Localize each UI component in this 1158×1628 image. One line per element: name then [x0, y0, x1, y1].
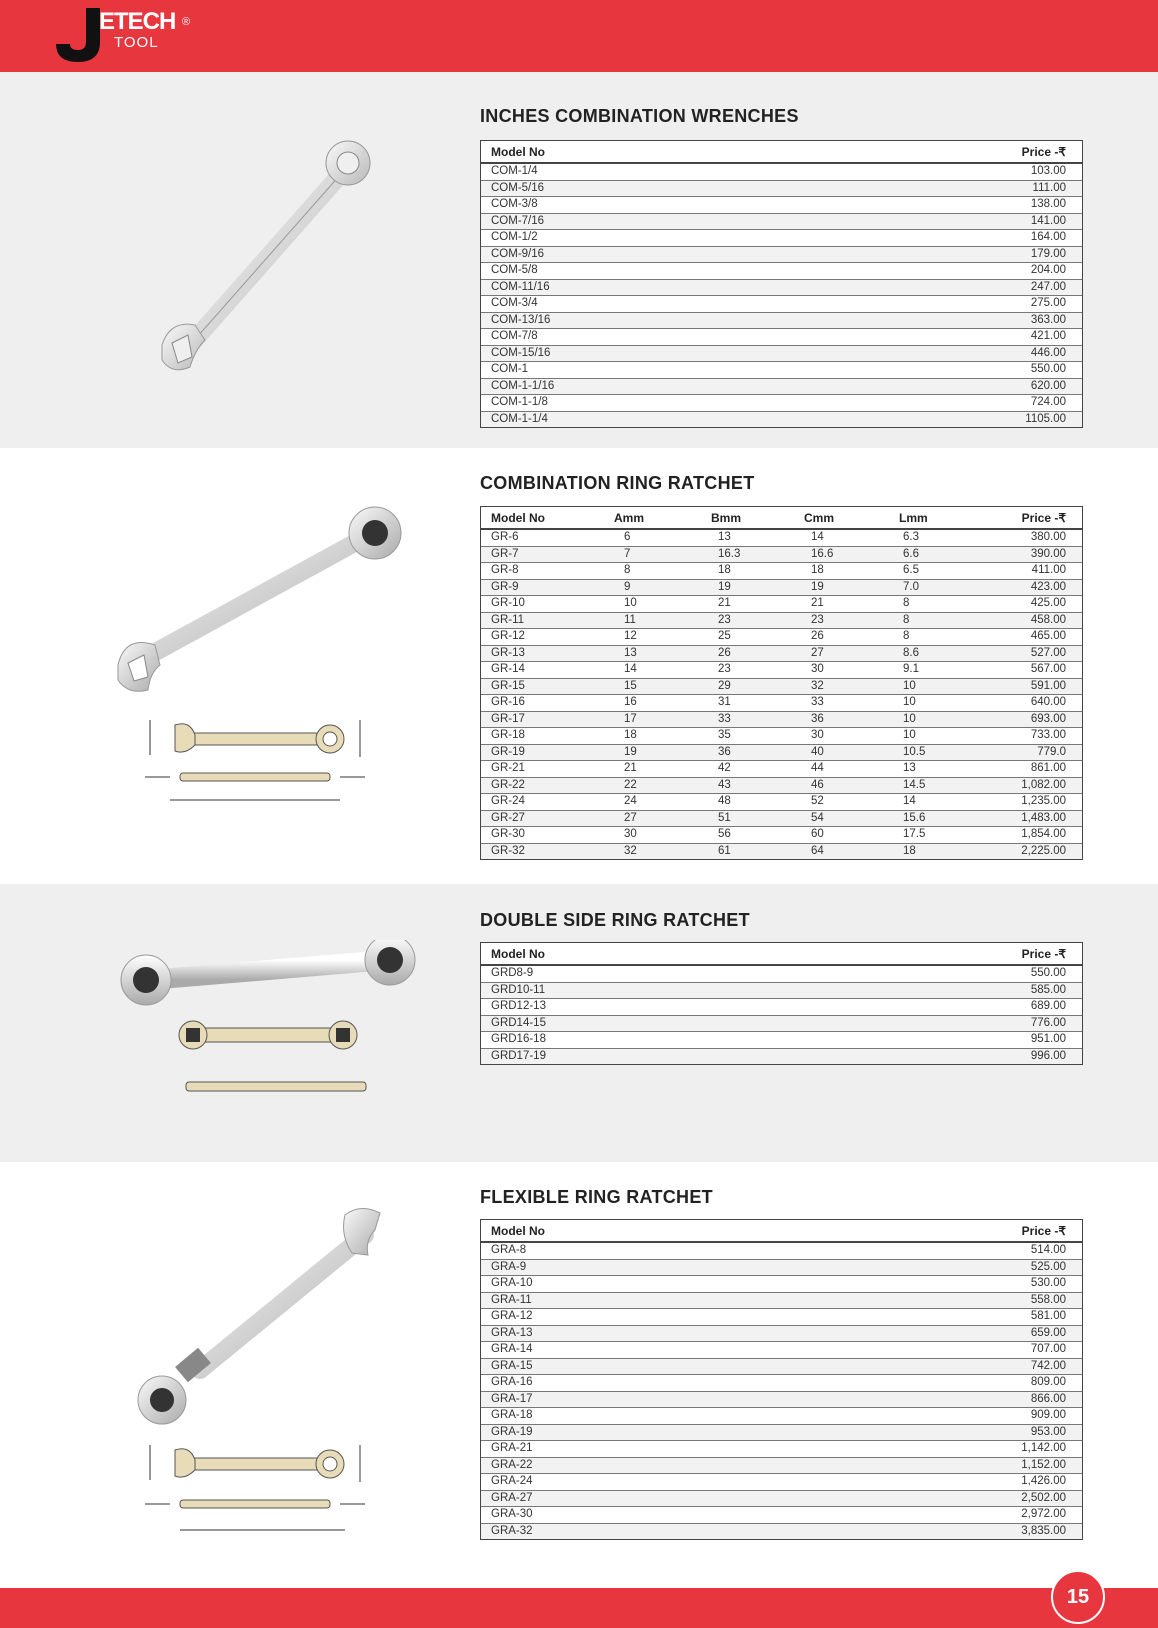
cell-model: GR-24 — [491, 795, 525, 807]
table-row — [481, 580, 1082, 597]
cell-model: GRD17-19 — [491, 1049, 546, 1062]
cell-a: 16 — [624, 696, 637, 708]
cell-model: GR-17 — [491, 712, 525, 725]
cell-model: COM-1-1/8 — [491, 396, 548, 408]
combination-wrench-image — [150, 135, 380, 380]
cell-l: 8.6 — [903, 646, 919, 659]
cell-model: GRA-18 — [491, 1409, 533, 1421]
cell-a: 32 — [624, 844, 637, 857]
table-row — [481, 247, 1082, 264]
cell-c: 32 — [811, 679, 824, 692]
table-row — [481, 1507, 1082, 1524]
cell-model: GRA-12 — [491, 1310, 533, 1322]
table-row — [481, 1441, 1082, 1458]
cell-b: 13 — [718, 531, 731, 543]
cell-a: 12 — [624, 630, 637, 642]
cell-model: GRA-21 — [491, 1442, 533, 1454]
cell-model: COM-3/8 — [491, 198, 538, 210]
cell-price: 866.00 — [1030, 1392, 1066, 1405]
table-row — [481, 679, 1082, 696]
cell-model: GR-12 — [491, 630, 525, 642]
cell-price: 465.00 — [1030, 630, 1066, 642]
cell-c: 18 — [811, 564, 824, 576]
cell-b: 51 — [718, 811, 731, 824]
cell-l: 7.0 — [903, 580, 919, 593]
table-row — [481, 164, 1082, 181]
cell-b: 23 — [718, 613, 731, 626]
cell-price: 458.00 — [1030, 613, 1066, 626]
cell-c: 44 — [811, 762, 824, 774]
cell-price: 164.00 — [1030, 231, 1066, 243]
header-a: Amm — [614, 511, 645, 525]
cell-price: 581.00 — [1030, 1310, 1066, 1322]
cell-b: 31 — [718, 696, 731, 708]
cell-l: 8 — [903, 613, 910, 626]
table-row — [481, 712, 1082, 729]
cell-a: 8 — [624, 564, 631, 576]
cell-model: COM-1-1/16 — [491, 379, 555, 392]
table-row — [481, 629, 1082, 646]
cell-a: 18 — [624, 729, 637, 741]
cell-price: 1,483.00 — [1021, 811, 1066, 824]
price-table-inches — [480, 140, 1083, 428]
cell-model: GR-11 — [491, 613, 525, 626]
table-row — [481, 778, 1082, 795]
header-l: Lmm — [899, 511, 928, 525]
cell-price: 103.00 — [1030, 165, 1066, 177]
cell-price: 421.00 — [1030, 330, 1066, 342]
cell-b: 56 — [718, 828, 731, 840]
cell-model: COM-1/2 — [491, 231, 538, 243]
cell-price: 247.00 — [1030, 280, 1066, 293]
table-row — [481, 1425, 1082, 1442]
cell-b: 61 — [718, 844, 731, 857]
cell-model: GRD8-9 — [491, 967, 534, 979]
cell-model: GRA-11 — [491, 1293, 532, 1306]
table-row — [481, 728, 1082, 745]
cell-c: 33 — [811, 696, 824, 708]
table-row — [481, 662, 1082, 679]
cell-model: GRA-19 — [491, 1425, 533, 1438]
cell-model: GR-10 — [491, 597, 525, 609]
section-title: DOUBLE SIDE RING RATCHET — [480, 910, 750, 930]
cell-a: 11 — [624, 613, 636, 626]
cell-c: 19 — [811, 580, 824, 593]
cell-a: 14 — [624, 663, 637, 675]
cell-b: 42 — [718, 762, 731, 774]
cell-l: 6.3 — [903, 531, 919, 543]
table-row — [481, 844, 1082, 860]
cell-a: 27 — [624, 811, 637, 824]
table-row — [481, 596, 1082, 613]
cell-model: COM-1 — [491, 363, 529, 375]
cell-b: 35 — [718, 729, 731, 741]
header-model: Model No — [491, 947, 545, 961]
table-row — [481, 761, 1082, 778]
brand-subtitle: TOOL — [114, 34, 159, 51]
cell-price: 2,225.00 — [1021, 844, 1066, 857]
cell-price: 2,972.00 — [1021, 1508, 1066, 1520]
cell-l: 10 — [903, 712, 916, 725]
table-row — [481, 745, 1082, 762]
cell-model: GR-30 — [491, 828, 525, 840]
cell-b: 19 — [718, 580, 731, 593]
registered-mark: ® — [182, 16, 191, 28]
cell-price: 525.00 — [1030, 1260, 1066, 1273]
table-row — [481, 827, 1082, 844]
table-row — [481, 547, 1082, 564]
cell-model: GR-15 — [491, 679, 525, 692]
table-row — [481, 1326, 1082, 1343]
cell-price: 550.00 — [1030, 363, 1066, 375]
cell-model: GRA-14 — [491, 1343, 533, 1355]
cell-price: 141.00 — [1030, 214, 1066, 227]
section-title: COMBINATION RING RATCHET — [480, 473, 755, 493]
cell-c: 26 — [811, 630, 824, 642]
table-row — [481, 412, 1082, 428]
cell-a: 13 — [624, 646, 637, 659]
table-row — [481, 346, 1082, 363]
cell-price: 809.00 — [1030, 1376, 1066, 1388]
footer-bar — [0, 1588, 1158, 1628]
cell-price: 138.00 — [1030, 198, 1066, 210]
cell-model: GRA-30 — [491, 1508, 533, 1520]
cell-price: 689.00 — [1030, 1000, 1066, 1012]
table-row — [481, 794, 1082, 811]
cell-price: 204.00 — [1030, 264, 1066, 276]
header-model: Model No — [491, 1224, 545, 1238]
table-row — [481, 230, 1082, 247]
cell-model: GR-7 — [491, 547, 519, 560]
cell-model: GR-16 — [491, 696, 525, 708]
cell-l: 13 — [903, 762, 916, 774]
table-row — [481, 1276, 1082, 1293]
cell-price: 951.00 — [1030, 1033, 1066, 1045]
table-row — [481, 563, 1082, 580]
table-row — [481, 1342, 1082, 1359]
header-b: Bmm — [711, 511, 742, 525]
cell-a: 10 — [624, 597, 637, 609]
cell-price: 640.00 — [1030, 696, 1066, 708]
cell-price: 3,835.00 — [1021, 1524, 1066, 1537]
cell-b: 36 — [718, 745, 731, 758]
cell-l: 10 — [903, 729, 916, 741]
table-row — [481, 1260, 1082, 1277]
cell-a: 21 — [624, 762, 637, 774]
table-row — [481, 1524, 1082, 1540]
cell-price: 446.00 — [1030, 346, 1066, 359]
cell-b: 48 — [718, 795, 731, 807]
ring-ratchet-image — [110, 505, 410, 705]
cell-b: 29 — [718, 679, 731, 692]
table-row — [481, 1016, 1082, 1033]
cell-price: 111.00 — [1032, 181, 1066, 194]
price-table-ring-ratchet — [480, 506, 1083, 860]
cell-model: GR-22 — [491, 778, 525, 791]
cell-a: 22 — [624, 778, 637, 791]
table-row — [481, 966, 1082, 983]
cell-model: GR-6 — [491, 531, 519, 543]
cell-price: 1105.00 — [1025, 412, 1066, 425]
cell-model: GR-19 — [491, 745, 525, 758]
cell-model: GRA-10 — [491, 1277, 533, 1289]
table-row — [481, 1309, 1082, 1326]
cell-price: 1,142.00 — [1021, 1442, 1066, 1454]
cell-l: 18 — [903, 844, 916, 857]
price-table-double-side — [480, 942, 1083, 1065]
header-price: Price -₹ — [1021, 947, 1066, 961]
table-row — [481, 362, 1082, 379]
cell-model: GRA-17 — [491, 1392, 533, 1405]
cell-model: GRA-32 — [491, 1524, 533, 1537]
table-row — [481, 1458, 1082, 1475]
cell-model: COM-1/4 — [491, 165, 538, 177]
cell-model: GRA-24 — [491, 1475, 533, 1487]
table-row — [481, 999, 1082, 1016]
cell-b: 18 — [718, 564, 731, 576]
cell-model: GRA-13 — [491, 1326, 533, 1339]
cell-price: 527.00 — [1030, 646, 1066, 659]
table-row — [481, 1474, 1082, 1491]
cell-l: 15.6 — [903, 811, 926, 824]
cell-price: 1,082.00 — [1021, 778, 1066, 791]
cell-a: 7 — [624, 547, 631, 560]
cell-model: COM-7/16 — [491, 214, 545, 227]
table-row — [481, 1032, 1082, 1049]
cell-price: 909.00 — [1030, 1409, 1066, 1421]
cell-model: GR-21 — [491, 762, 525, 774]
cell-model: GRA-16 — [491, 1376, 533, 1388]
cell-l: 17.5 — [903, 828, 926, 840]
cell-c: 21 — [811, 597, 824, 609]
cell-model: GRA-15 — [491, 1359, 533, 1372]
cell-l: 6.5 — [903, 564, 919, 576]
table-header — [481, 1220, 1082, 1243]
cell-price: 659.00 — [1030, 1326, 1066, 1339]
cell-c: 30 — [811, 729, 824, 741]
cell-model: GR-27 — [491, 811, 525, 824]
cell-b: 16.3 — [718, 547, 741, 560]
cell-price: 530.00 — [1030, 1277, 1066, 1289]
cell-l: 8 — [903, 630, 910, 642]
cell-l: 8 — [903, 597, 910, 609]
cell-c: 27 — [811, 646, 824, 659]
flexible-dimension-diagram — [135, 1440, 375, 1545]
section-title: FLEXIBLE RING RATCHET — [480, 1187, 713, 1207]
cell-model: COM-13/16 — [491, 313, 551, 326]
header-price: Price -₹ — [1021, 1224, 1066, 1238]
cell-model: GRD10-11 — [491, 983, 546, 996]
cell-l: 10.5 — [903, 745, 926, 758]
cell-price: 380.00 — [1030, 531, 1066, 543]
cell-price: 423.00 — [1030, 580, 1066, 593]
table-row — [481, 1392, 1082, 1409]
table-row — [481, 379, 1082, 396]
cell-price: 591.00 — [1030, 679, 1066, 692]
table-header — [481, 141, 1082, 164]
cell-a: 6 — [624, 531, 631, 543]
cell-l: 9.1 — [903, 663, 919, 675]
cell-model: GR-32 — [491, 844, 525, 857]
cell-price: 179.00 — [1030, 247, 1066, 260]
cell-price: 1,426.00 — [1021, 1475, 1066, 1487]
cell-b: 26 — [718, 646, 731, 659]
cell-model: COM-5/16 — [491, 181, 545, 194]
header-price: Price -₹ — [1021, 145, 1066, 159]
cell-model: COM-11/16 — [491, 280, 550, 293]
brand-logo — [52, 6, 202, 66]
cell-model: COM-1-1/4 — [491, 412, 548, 425]
cell-price: 514.00 — [1030, 1244, 1066, 1256]
cell-price: 1,152.00 — [1021, 1458, 1066, 1471]
flexible-ratchet-image — [130, 1205, 400, 1425]
cell-price: 390.00 — [1030, 547, 1066, 560]
cell-b: 21 — [718, 597, 731, 609]
cell-price: 1,854.00 — [1021, 828, 1066, 840]
cell-c: 40 — [811, 745, 824, 758]
cell-c: 64 — [811, 844, 824, 857]
cell-model: GRA-8 — [491, 1244, 527, 1256]
cell-a: 24 — [624, 795, 637, 807]
cell-c: 60 — [811, 828, 824, 840]
cell-price: 953.00 — [1030, 1425, 1066, 1438]
header-model: Model No — [491, 145, 545, 159]
cell-price: 996.00 — [1030, 1049, 1066, 1062]
cell-c: 16.6 — [811, 547, 834, 560]
table-row — [481, 613, 1082, 630]
table-row — [481, 530, 1082, 547]
cell-price: 693.00 — [1030, 712, 1066, 725]
header-model: Model No — [491, 511, 545, 525]
cell-c: 36 — [811, 712, 824, 725]
cell-price: 861.00 — [1030, 762, 1066, 774]
cell-price: 363.00 — [1030, 313, 1066, 326]
cell-model: GR-9 — [491, 580, 519, 593]
page-number: 15 — [1051, 1570, 1105, 1624]
table-row — [481, 1408, 1082, 1425]
cell-price: 620.00 — [1030, 379, 1066, 392]
table-row — [481, 395, 1082, 412]
table-header — [481, 943, 1082, 966]
cell-a: 15 — [624, 679, 637, 692]
cell-model: COM-15/16 — [491, 346, 551, 359]
table-row — [481, 1359, 1082, 1376]
table-row — [481, 263, 1082, 280]
header-c: Cmm — [804, 511, 835, 525]
double-ring-ratchet-image — [118, 940, 418, 1095]
cell-price: 742.00 — [1030, 1359, 1066, 1372]
cell-l: 10 — [903, 679, 916, 692]
table-row — [481, 329, 1082, 346]
cell-price: 724.00 — [1030, 396, 1066, 408]
cell-model: GRD12-13 — [491, 1000, 546, 1012]
cell-l: 10 — [903, 696, 916, 708]
cell-c: 54 — [811, 811, 824, 824]
cell-model: COM-3/4 — [491, 297, 538, 309]
ratchet-dimension-diagram — [135, 715, 375, 820]
table-row — [481, 695, 1082, 712]
table-row — [481, 811, 1082, 828]
cell-c: 30 — [811, 663, 824, 675]
table-row — [481, 1375, 1082, 1392]
cell-c: 14 — [811, 531, 824, 543]
cell-price: 550.00 — [1030, 967, 1066, 979]
cell-price: 1,235.00 — [1021, 795, 1066, 807]
cell-price: 567.00 — [1030, 663, 1066, 675]
section-title: INCHES COMBINATION WRENCHES — [480, 106, 799, 126]
cell-model: GR-18 — [491, 729, 525, 741]
cell-model: GR-13 — [491, 646, 525, 659]
cell-model: GRD14-15 — [491, 1016, 546, 1029]
cell-model: COM-7/8 — [491, 330, 538, 342]
cell-b: 25 — [718, 630, 731, 642]
cell-model: GRD16-18 — [491, 1033, 546, 1045]
cell-model: GRA-9 — [491, 1260, 527, 1273]
cell-l: 6.6 — [903, 547, 919, 560]
table-row — [481, 1293, 1082, 1310]
cell-model: COM-5/8 — [491, 264, 538, 276]
cell-model: GR-8 — [491, 564, 519, 576]
cell-model: GRA-27 — [491, 1491, 533, 1504]
cell-price: 558.00 — [1030, 1293, 1066, 1306]
cell-price: 425.00 — [1030, 597, 1066, 609]
table-header — [481, 507, 1082, 530]
header-price: Price -₹ — [1021, 511, 1066, 525]
cell-l: 14.5 — [903, 778, 926, 791]
cell-model: COM-9/16 — [491, 247, 545, 260]
cell-b: 33 — [718, 712, 731, 725]
cell-l: 14 — [903, 795, 916, 807]
cell-price: 779.0 — [1037, 745, 1066, 758]
table-row — [481, 280, 1082, 297]
table-row — [481, 1491, 1082, 1508]
table-row — [481, 1049, 1082, 1065]
brand-name: ETECH — [99, 8, 176, 35]
table-row — [481, 181, 1082, 198]
cell-c: 23 — [811, 613, 824, 626]
cell-c: 46 — [811, 778, 824, 791]
cell-price: 2,502.00 — [1021, 1491, 1066, 1504]
cell-model: GRA-22 — [491, 1458, 533, 1471]
cell-model: GR-14 — [491, 663, 525, 675]
table-row — [481, 646, 1082, 663]
cell-a: 9 — [624, 580, 631, 593]
table-row — [481, 197, 1082, 214]
table-row — [481, 214, 1082, 231]
cell-b: 23 — [718, 663, 731, 675]
cell-price: 733.00 — [1030, 729, 1066, 741]
cell-a: 17 — [624, 712, 637, 725]
cell-c: 52 — [811, 795, 824, 807]
cell-price: 585.00 — [1030, 983, 1066, 996]
table-row — [481, 296, 1082, 313]
header-bar — [0, 0, 1158, 72]
cell-price: 776.00 — [1030, 1016, 1066, 1029]
cell-a: 19 — [624, 745, 637, 758]
cell-b: 43 — [718, 778, 731, 791]
table-row — [481, 983, 1082, 1000]
cell-price: 275.00 — [1030, 297, 1066, 309]
cell-price: 707.00 — [1030, 1343, 1066, 1355]
cell-price: 411.00 — [1031, 564, 1066, 576]
table-row — [481, 1243, 1082, 1260]
price-table-flexible — [480, 1219, 1083, 1540]
cell-a: 30 — [624, 828, 637, 840]
table-row — [481, 313, 1082, 330]
